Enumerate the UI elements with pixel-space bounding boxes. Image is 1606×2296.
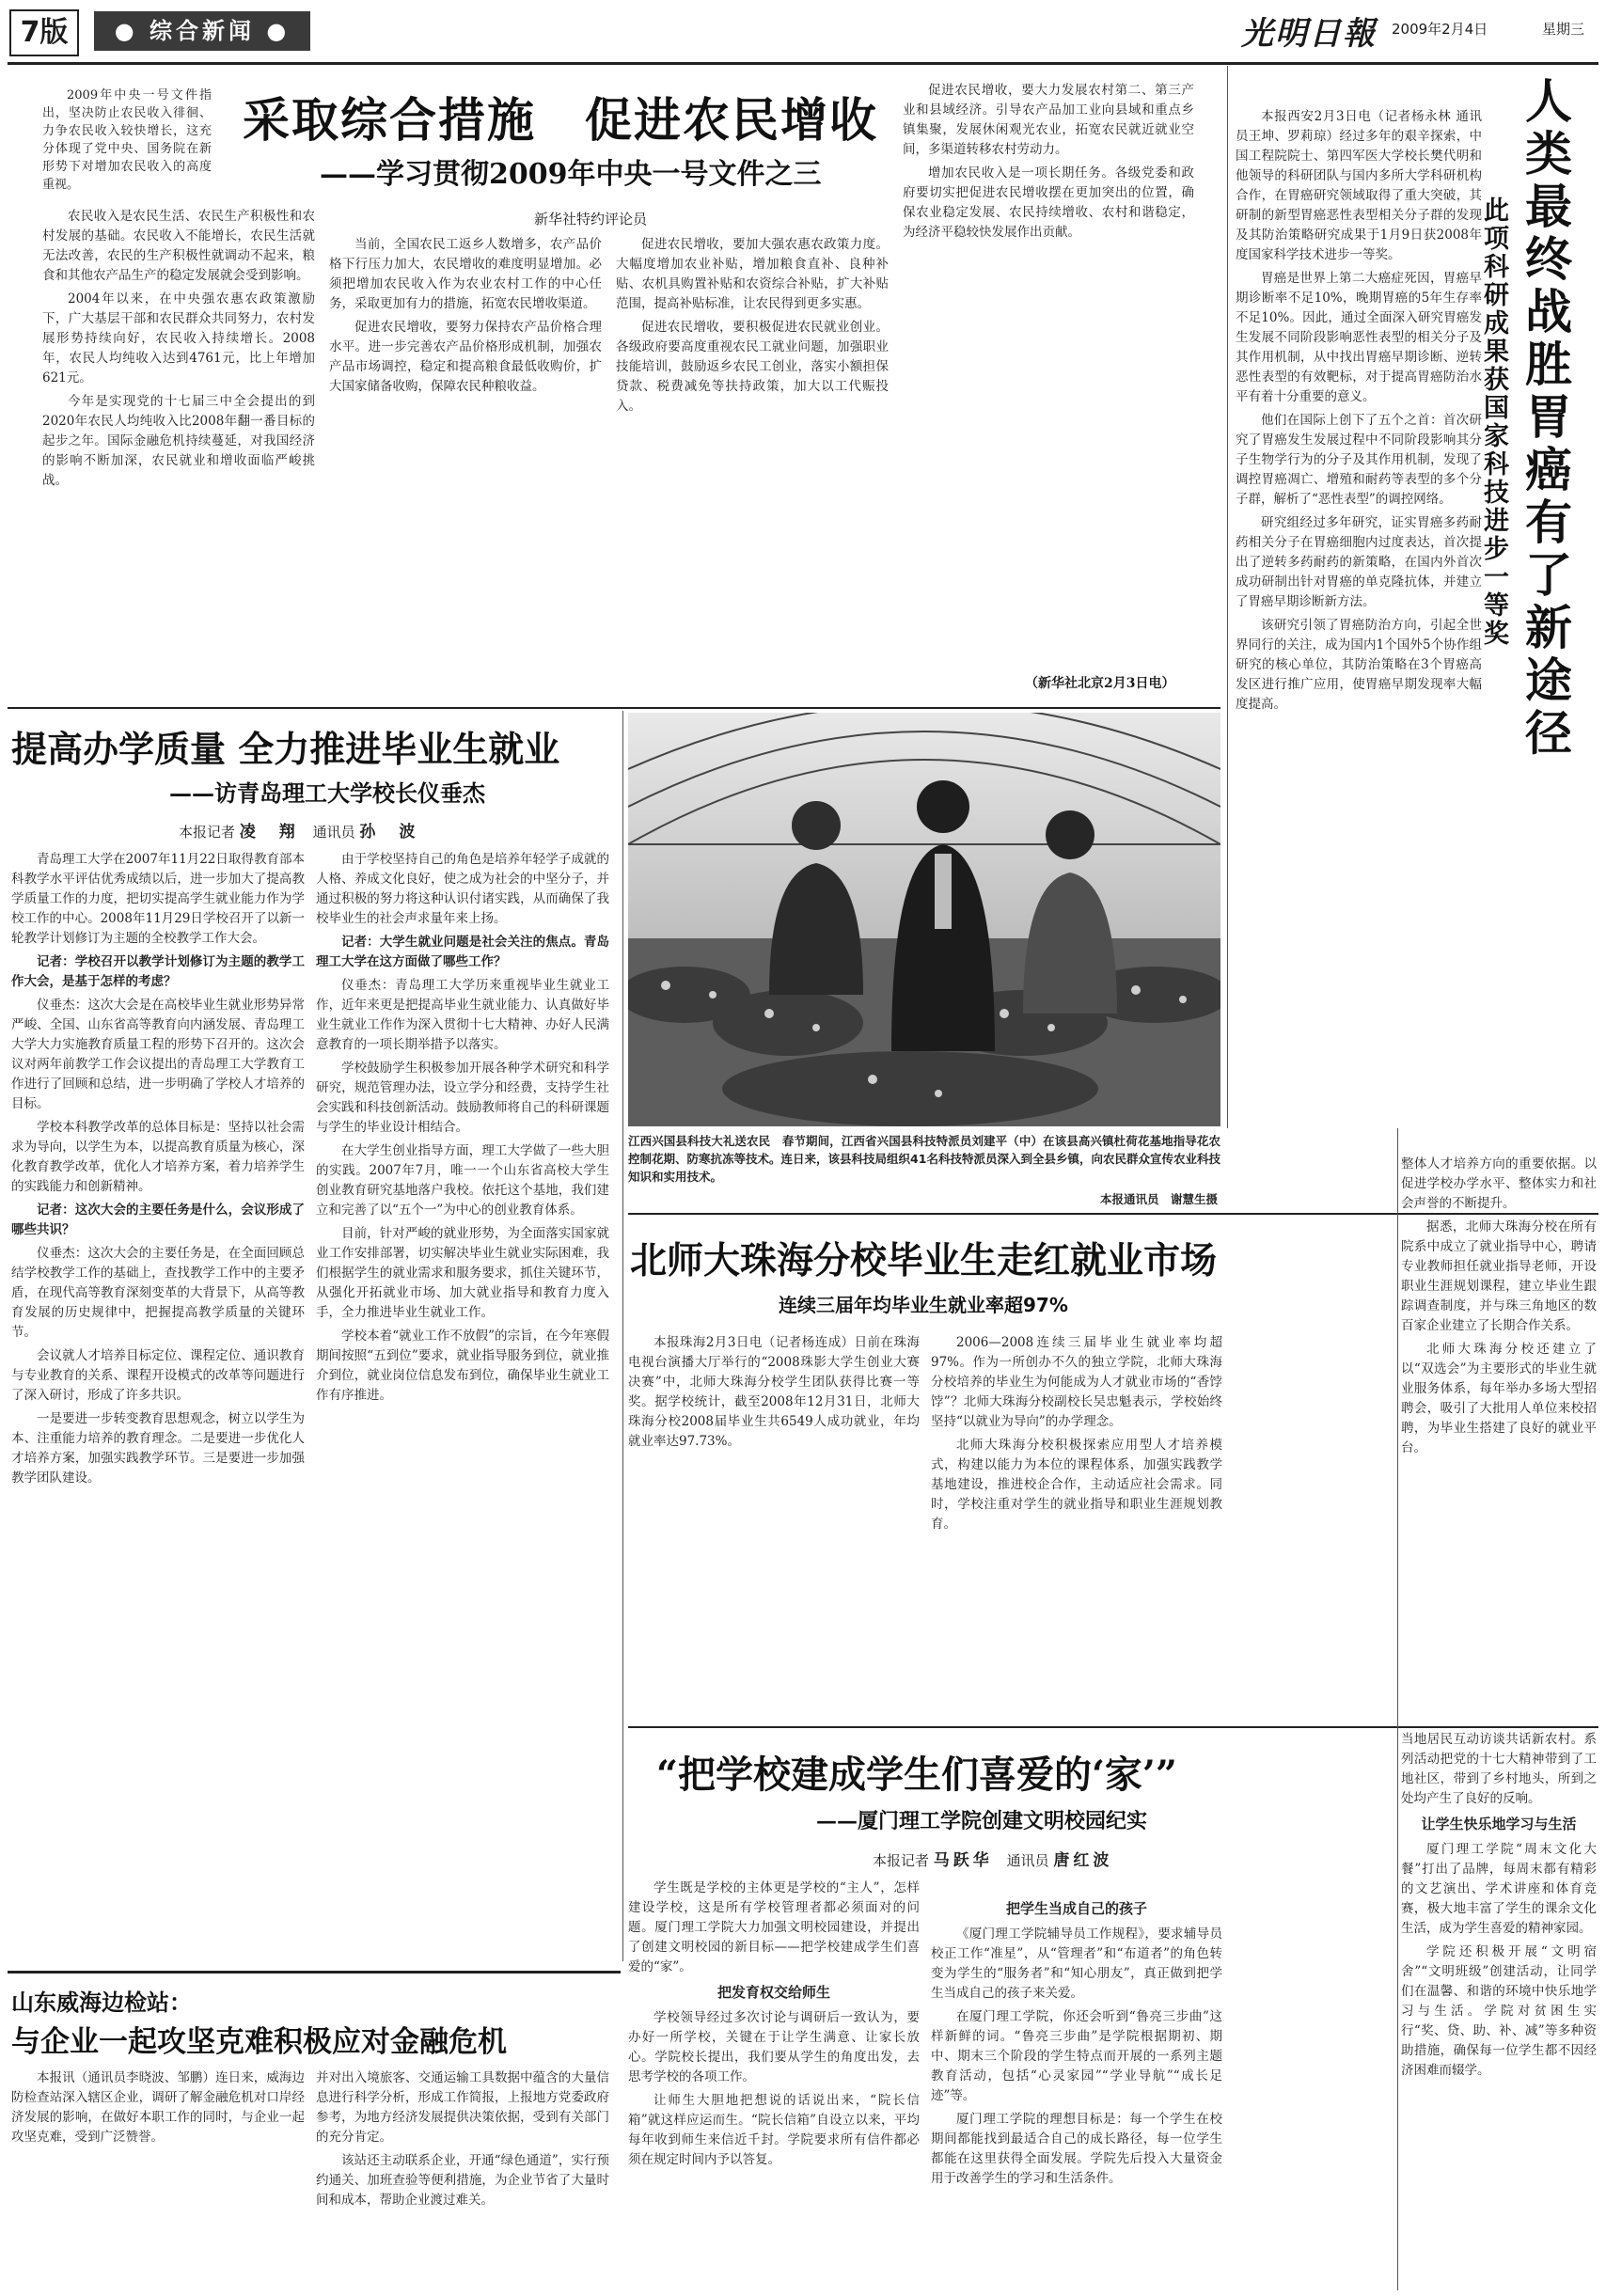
greenhouse-photo	[628, 713, 1220, 1126]
cancer-body: 本报西安2月3日电（记者杨永林 通讯员王坤、罗莉琼）经过多年的艰辛探索，中国工程院院士、第四军医大学校长樊代明和他领导的科研团队与国内多所大学科研机构合作，在胃癌研究领域取得了重大突破，其研制的新型胃癌恶性表型相关分子群的发现及其防治策略研究成果于1月9日获2008年度国家科学技术进步一等奖。 胃癌是世界上第二大癌症死因，胃癌早期诊断率不足10%，晚期胃癌的5年生存率不足10%。因此，通过全面深入研究胃癌发生发展不同阶段影响恶性表型的相关分子及其作用机制，从中找出胃癌早期诊断、逆转恶性表型的有效靶标，对于提高胃癌防治水平有着十分重要的意义。 他们在国际上创下了五个之首：首次研究了胃癌发生发展过程中不同阶段影响其分子生物学行为的分子及其作用机制，发现了调控胃癌凋亡、增殖和耐药等表型的多个分子群，解析了“恶性表型”的调控网络。 研究组经过多年研究，证实胃癌多药耐药相关分子在胃癌细胞内过度表达，首次提出了逆转多药耐药的新策略，在国内外首次成功研制出针对胃癌的单克隆抗体，并建立了胃癌早期诊断新方法。 该研究引领了胃癌防治方向，引起全世界同行的关注，成为国内1个国外5个协作组研究的核心单位，其防治策略在3个胃癌高发区进行推广应用，使胃癌早期发现率大幅度提高。	[1236, 109, 1482, 712]
school-article	[628, 1730, 1598, 2294]
caption-text: 江西兴国县科技大礼送农民 春节期间，江西省兴国县科技特派员刘建平（中）在该县高兴镇杜荷花基地指导花农控制花期、防寒抗冻等技术。连日来，该县科技局组织41名科技特派员深入到全县乡镇，向农民群众宣传农业科技知识和实用技术。	[628, 1134, 1220, 1184]
byline-role: 通讯员	[1006, 1852, 1049, 1869]
left-column-rule	[622, 711, 623, 1961]
masthead	[0, 0, 1606, 60]
university-col-2: 由于学校坚持自己的角色是培养年轻学子成就的人格、养成文化良好，使之成为社会的中坚分子，并通过积极的努力将这种认识付诸实践，从而确保了我校毕业生的社会声求量年来上扬。 记者：大学生就业问题是社会关注的焦点。青岛理工大学在这方面做了哪些工作？ 仪垂杰：青岛理工大学历来重视毕业生就业工作，近年来更是把提高毕业生就业能力、认真做好毕业生就业工作作为深入贯彻十七大精神、办好人民满意教育的一项长期举措予以落实。 学校鼓励学生积极参加开展各种学术研究和科学研究，规范管理办法，设立学分和经费，支持学生社会实践和科技创新活动。鼓励教师将自己的科研课题与学生的毕业设计相结合。 在大学生创业指导方面，理工大学做了一些大胆的实践。2007年7月，唯一一个山东省高校大学生创业教育研究基地落户我校。依托这个基地，我们建立和完善了以“五个一”为中心的创业教育体系。 目前，针对严峻的就业形势，为全面落实国家就业工作安排部署，切实解决毕业生就业实际困难，我们根据学生的就业需求和服务要求，抓住关键环节，从强化开拓就业市场、加大就业指导和教育力度入手，全力推进毕业生就业工作。 学校本着“就业工作不放假”的宗旨，在今年寒假期间按照“五到位”要求，就业指导服务到位，就业推介到位，就业岗位信息发布到位，确保毕业生就业工作有序推进。	[316, 852, 609, 1403]
university-subhead: ——访青岛理工大学校长仪垂杰	[169, 779, 485, 807]
section-label: ● 综合新闻 ●	[94, 11, 310, 51]
school-col-3: 当地居民互动访谈共话新农村。系列活动把党的十七大精神带到了工地社区，带到了乡村地头，所到之处均产生了良好的反响。 让学生快乐地学习与生活 厦门理工学院“周末文化大餐”打出了品牌，每周末都有精彩的文艺演出、学术讲座和体育竞赛，极大地丰富了学生的课余文化生活，成为学生喜爱的精神家园。 学院还积极开展“文明宿舍”“文明班级”创建活动，让同学们在温馨、和谐的环境中快乐地学习与生活。学院对贫困生实行“奖、贷、助、补、减”等多种资助措施，确保每一位学生都不因经济困难而辍学。	[1401, 1732, 1597, 2078]
byline-name: 凌 翔	[239, 823, 299, 841]
weihai-col-1: 本报讯（通讯员李晓波、邹鹏）连日来，威海边防检查站深入辖区企业，调研了解金融危机对口岸经济发展的影响，在做好本职工作的同时，与企业一起攻坚克难，受到广泛赞誉。	[11, 2070, 305, 2145]
lead-col-3: 促进农民增收，要加大强农惠农政策力度。大幅度增加农业补贴，增加粮食直补、良种补贴、农机具购置补贴和农资综合补贴，扩大补贴范围，提高补贴标准，让农民得到更多实惠。 促进农民增收，要积极促进农民就业创业。各级政府要高度重视农民工就业问题，加强职业技能培训，鼓励返乡农民工创业，落实小额担保贷款、税费减免等扶持政策，加大以工代赈投入。	[616, 237, 889, 414]
bottom-right-column-rule	[1397, 1128, 1398, 2290]
lead-bottom-rule	[8, 707, 1220, 709]
lead-dateline: （新华社北京2月3日电）	[1025, 676, 1175, 691]
school-subsection-1: 把发育权交给师生	[716, 1984, 830, 2001]
lead-col-4: 促进农民增收，要大力发展农村第二、第三产业和县域经济。引导农产品加工业向县域和重点乡镇集聚，发展休闲观光农业，拓宽农民就近就业空间，多渠道转移农村劳动力。 增加农民收入是一项长期任务。各级党委和政府要切实把促进农民增收摆在更加突出的位置，确保农业稳定发展、农民持续增收、农村和谐稳定，为经济平稳较快发展作出贡献。	[903, 83, 1194, 240]
lead-subhead: ——学习贯彻2009年中央一号文件之三	[320, 158, 822, 191]
university-headline: 提高办学质量 全力推进毕业生就业	[11, 729, 560, 770]
right-column-rule	[1227, 66, 1228, 1128]
masthead-rule	[8, 62, 1598, 65]
weihai-col-2: 并对出入境旅客、交通运输工具数据中蕴含的大量信息进行科学分析，形成工作简报，上报地方党委政府参考，为地方经济发展提供决策依据，受到有关部门的充分肯定。 该站还主动联系企业，开通“绿色通道”，实行预约通关、加班查验等便利措施，为企业节省了大量时间和成本，帮助企业渡过难关。	[316, 2070, 609, 2208]
paper-logo: 光明日報	[1241, 15, 1377, 53]
byline-name: 马跃华	[933, 1851, 993, 1870]
university-col-1: 青岛理工大学在2007年11月22日取得教育部本科教学水平评估优秀成绩以后，进一步加大了提高教学质量工作的力度，把切实提高学生就业能力作为学校工作的中心。2008年11月29日学校召开了以新一轮教学计划修订为主题的全校教学工作大会。 记者：学校召开以教学计划修订为主题的教学工作大会，是基于怎样的考虑？ 仪垂杰：这次大会是在高校毕业生就业形势异常严峻、全国、山东省高等教育向内涵发展、青岛理工大学大力实施教育质量工程的形势下召开的。这次会议对两年前教学工作会议提出的青岛理工大学教育工作进行了回顾和总结，进一步明确了学校人才培养的目标。 学校本科教学改革的总体目标是：坚持以社会需求为导向，以学生为本，以提高教育质量为核心，深化教育教学改革，优化人才培养方案，着力培养学生的实践能力和创新精神。 记者：这次大会的主要任务是什么，会议形成了哪些共识？ 仪垂杰：这次大会的主要任务是，在全面回顾总结学校教学工作的基础上，查找教学工作中的主要矛盾，在现代高等教育深刻变革的大背景下，从高等教育发展的历史规律中，把握提高教学质量的关键环节。 会议就人才培养目标定位、课程定位、通识教育与专业教育的关系、课程开设模式的改革等问题进行了深入研讨，形成了许多共识。 一是要进一步转变教育思想观念，树立以学生为本、注重能力培养的教育理念。二是要进一步优化人才培养方案，加强实践教学环节。三是要进一步加强教学团队建设。	[11, 852, 305, 1486]
weihai-kicker: 山东威海边检站：	[11, 1989, 192, 2016]
greenhouse-photo-image	[628, 713, 1220, 1126]
cancer-subhead: 此项科研成果获国家科技进步一等奖	[1484, 197, 1509, 649]
cancer-article	[1232, 66, 1598, 1128]
byline-name: 唐红波	[1053, 1851, 1113, 1870]
bnu-col-3: 整体人才培养方向的重要依据。以促进学校办学水平、整体实力和社会声誉的不断提升。 据悉，北师大珠海分校在所有院系中成立了就业指导中心，聘请专业教师担任就业指导老师，开设职业生涯规划课程，建立毕业生跟踪调查制度，并与珠三角地区的数百家企业建立了长期合作关系。 北师大珠海分校还建立了以“双选会”为主要形式的毕业生就业服务体系，每年举办多场大型招聘会，吸引了大批用人单位来校招聘，为毕业生搭建了良好的就业平台。	[1401, 1156, 1597, 1455]
lead-col-2: 当前，全国农民工返乡人数增多，农产品价格下行压力加大，农民增收的难度明显增加。必须把增加农民收入作为农业农村工作的中心任务，采取更加有力的措施，拓宽农民增收渠道。 促进农民增收，要努力保持农产品价格合理水平。进一步完善农产品价格形成机制，加强农产品市场调控，稳定和提高粮食最低收购价，扩大国家储备收购，保障农民种粮收益。	[329, 237, 602, 394]
page-number: 7版	[9, 9, 79, 56]
school-col-2: 把学生当成自己的孩子 《厦门理工学院辅导员工作规程》，要求辅导员校正工作“准星”，从“管理者”和“布道者”的角色转变为学生的“服务者”和“知心朋友”，真正做到把学生当成自己的孩子来关爱。 在厦门理工学院，你还会听到“鲁亮三步曲”这样新鲜的词。“鲁亮三步曲”是学院根据期初、期中、期末三个阶段的学生特点而开展的一系列主题教育活动，包括“心灵家园”“学业导航”“成长足迹”等。 厦门理工学院的理想目标是：每一个学生在校期间都能找到最适合自己的成长路径，每一位学生都能在这里获得全面发展。学院先后投入大量资金用于改善学生的学习和生活条件。	[931, 1900, 1222, 2186]
school-col-1: 学生既是学校的主体更是学校的“主人”，怎样建设学校，这是所有学校管理者都必须面对的问题。厦门理工学院大力加强文明校园建设，并提出了创建文明校园的新目标——把学校建成学生们喜爱的“家”。 把发育权交给师生 学校领导经过多次讨论与调研后一致认为，要办好一所学校，关键在于让学生满意、让家长放心。学院校长提出，我们要从学生的角度出发，去思考学校的各项工作。 让师生大胆地把想说的话说出来，“院长信箱”就这样应运而生。“院长信箱”自设立以来，平均每年收到师生来信近千封。学院要求所有信件都必须在规定时间内予以答复。	[628, 1880, 920, 2167]
lead-intro: 2009年中央一号文件指出，坚决防止农民收入徘徊、力争农民收入较快增长，这充分体现了党中央、国务院在新形势下对增加农民收入的高度重视。	[42, 88, 212, 192]
bnu-bottom-rule	[628, 1726, 1598, 1728]
byline-role: 通讯员	[312, 824, 355, 841]
bnu-subhead: 连续三届年均毕业生就业率超97%	[779, 1294, 1068, 1316]
weihai-headline: 与企业一起攻坚克难积极应对金融危机	[11, 2025, 507, 2059]
bnu-headline: 北师大珠海分校毕业生走红就业市场	[630, 1240, 1218, 1282]
lead-col-1: 农民收入是农民生活、农民生产积极性和农村发展的基础。农民收入不能增长，农民生活就无法改善，农民的生产积极性就调动不起来，粮食和其他农产品生产的稳定发展就会受到影响。 2004年以来，在中央强农惠农政策激励下，广大基层干部和农民群众共同努力，农村发展形势持续向好，农民收入持续增长。2008年，农民人均纯收入达到4761元，比上年增加621元。 今年是实现党的十七届三中全会提出的到2020年农民人均纯收入比2008年翻一番目标的起步之年。国际金融危机持续蔓延，对我国经济的影响不断加深，农民就业和增收面临严峻挑战。	[42, 209, 315, 488]
lead-article	[0, 66, 1222, 705]
school-headline: “把学校建成学生们喜爱的‘家’”	[656, 1753, 1177, 1797]
school-subsection-3: 让学生快乐地学习与生活	[1421, 1816, 1577, 1832]
school-byline	[873, 1847, 1112, 1870]
cancer-headline: 人类最终战胜胃癌有了新途径	[1525, 74, 1572, 761]
university-article	[0, 711, 621, 1971]
greenhouse-photo-credit: 本报通讯员 谢慧生摄	[1100, 1192, 1219, 1206]
weihai-top-rule	[8, 1971, 621, 1974]
byline-name: 孙 波	[359, 823, 419, 841]
lead-byline: 新华社特约评论员	[534, 211, 648, 228]
bnu-col-2: 2006—2008连续三届毕业生就业率均超97%。作为一所创办不久的独立学院，北师大珠海分校培养的毕业生为何能成为人才就业市场的“香饽饽”？北师大珠海分校副校长吴忠魁表示，学校始终坚持“以就业为导向”的办学理念。 北师大珠海分校积极探索应用型人才培养模式，构建以能力为本位的课程体系，加强实践教学基地建设，推进校企合作，主动适应社会需求。同时，学校注重对学生的就业指导和职业生涯规划教育。	[931, 1335, 1222, 1532]
university-byline	[179, 818, 418, 841]
issue-date: 2009年2月4日	[1392, 21, 1488, 38]
byline-role: 本报记者	[873, 1852, 930, 1869]
lead-headline: 采取综合措施 促进农民增收	[243, 93, 878, 148]
greenhouse-caption	[628, 1132, 1220, 1187]
bnu-col-1: 本报珠海2月3日电（记者杨连成）日前在珠海电视台演播大厅举行的“2008珠影大学生创业大赛决赛”中，北师大珠海分校学生团队获得比赛一等奖。据学校统计，截至2008年12月31日，北师大珠海分校2008届毕业生共6549人成功就业，年均就业率达97.73%。	[628, 1335, 920, 1449]
school-subhead: ——厦门理工学院创建文明校园纪实	[816, 1809, 1148, 1833]
weihai-article	[0, 1974, 622, 2294]
byline-role: 本报记者	[179, 824, 236, 841]
school-subsection-2: 把学生当成自己的孩子	[1005, 1900, 1147, 1917]
issue-weekday: 星期三	[1542, 21, 1585, 38]
